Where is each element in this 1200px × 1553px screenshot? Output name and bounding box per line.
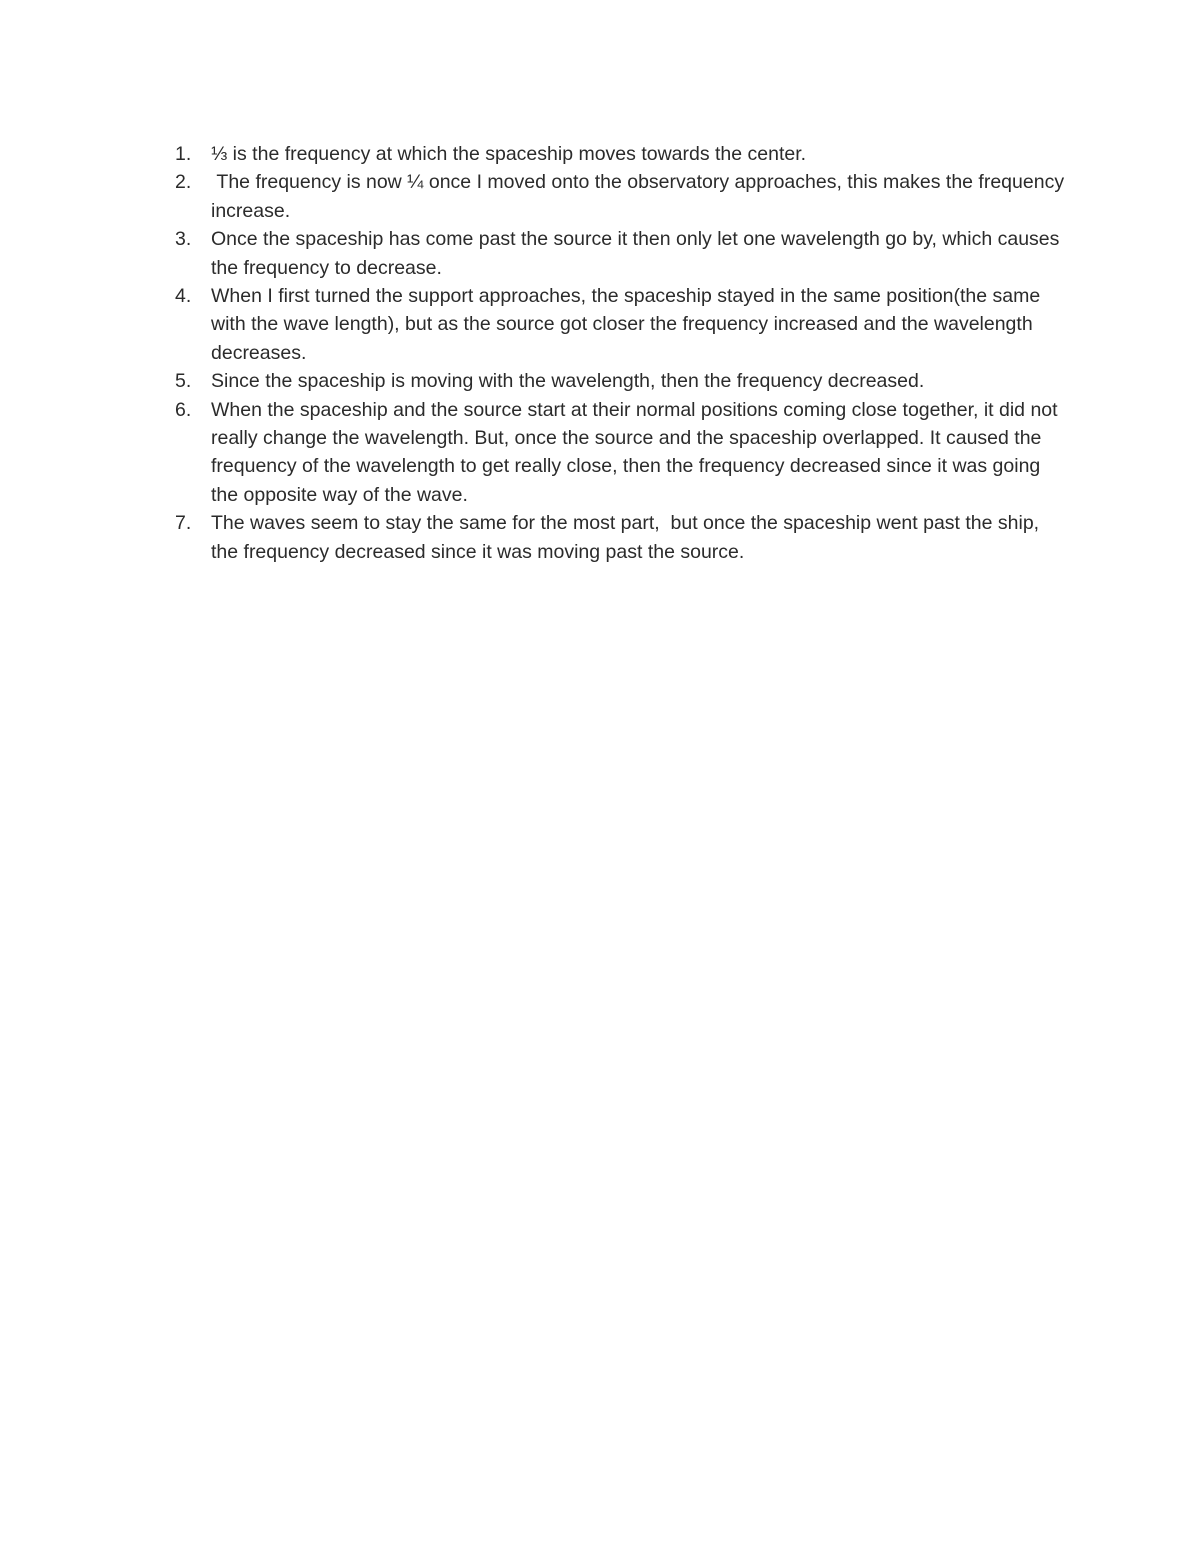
item-number: 3.: [175, 228, 192, 251]
item-number: 5.: [175, 370, 192, 393]
list-item-7: [0, 509, 1200, 566]
item-text: ⅓ is the frequency at which the spaceship moves towards the center.: [211, 143, 807, 165]
list-item-3: [0, 225, 1200, 282]
list-item-5: [0, 367, 1200, 395]
item-text: When the spaceship and the source start at their normal positions coming close together, it did not really change the wavelength. But, once the source and the spaceship overlapped. It caused the frequency of the wavelength to get really close, then the frequency decreased since it was going the opposite way of the wave.: [211, 398, 1063, 506]
list-item-4: [0, 282, 1200, 367]
item-text: When I first turned the support approaches, the spaceship stayed in the same position(the same with the wave length), but as the source got closer the frequency increased and the wavelength decreases.: [211, 285, 1046, 364]
item-text: The waves seem to stay the same for the most part, but once the spaceship went past the ship, the frequency decreased since it was moving past the source.: [211, 512, 1045, 563]
list-item-2: [0, 168, 1200, 225]
item-text: Since the spaceship is moving with the wavelength, then the frequency decreased.: [211, 370, 925, 393]
item-text: Once the spaceship has come past the source it then only let one wavelength go by, which causes the frequency to decrease.: [211, 228, 1065, 279]
item-text: The frequency is now ¼ once I moved onto the observatory approaches, this makes the frequency increase.: [211, 171, 1070, 222]
list-item-1: [0, 140, 1200, 168]
answer-list: [0, 140, 1200, 566]
item-number: 1.: [175, 143, 192, 165]
item-number: 7.: [175, 512, 192, 535]
list-item-6: [0, 396, 1200, 510]
item-number: 2.: [175, 171, 192, 194]
item-number: 6.: [175, 398, 192, 421]
item-number: 4.: [175, 285, 192, 308]
